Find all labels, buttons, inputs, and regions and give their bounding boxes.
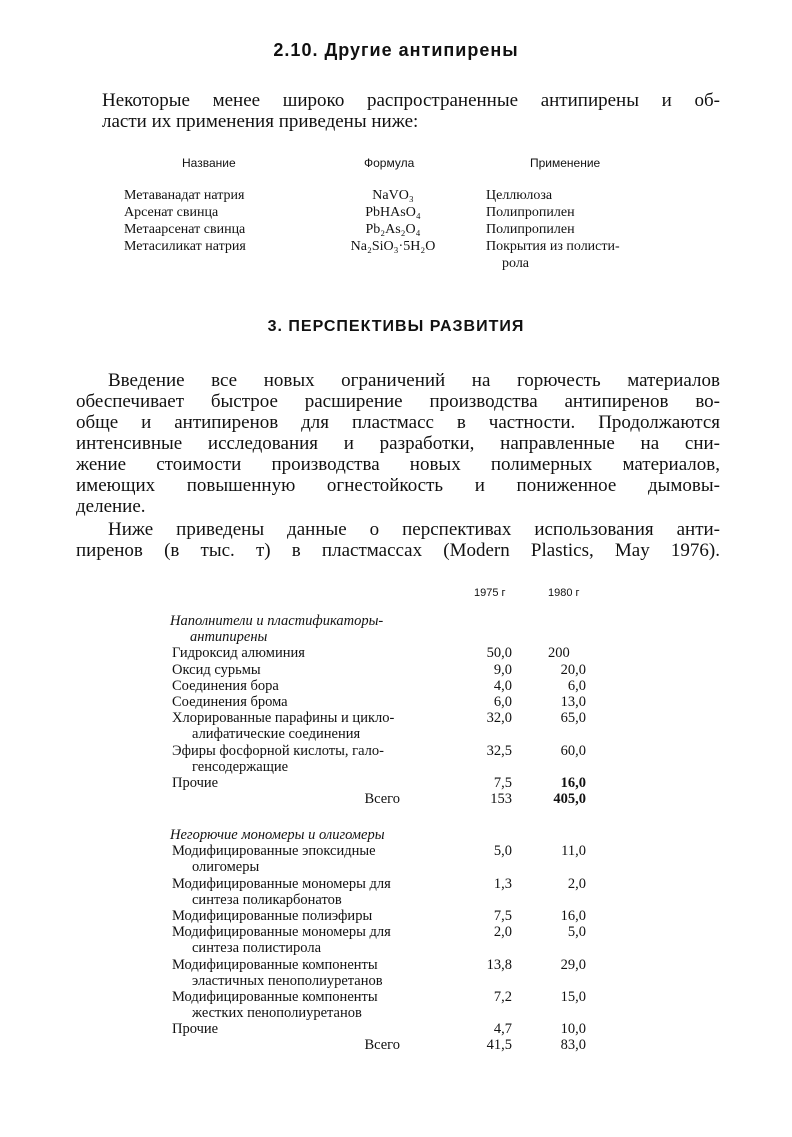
row-name: Оксид сурьмы (172, 661, 261, 678)
paragraph-line: интенсивные исследования и разработки, направленные на сни- (76, 433, 720, 454)
value-1980: 13,0 (560, 693, 586, 710)
row-name: Модифицированные полиэфиры (172, 907, 373, 924)
value-1980: 5,0 (567, 924, 586, 941)
group-monomers (170, 827, 600, 1054)
value-1980: 65,0 (560, 710, 586, 727)
value-1980: 11,0 (561, 843, 586, 860)
section-title-3: 3. ПЕРСПЕКТИВЫ РАЗВИТИЯ (267, 318, 525, 335)
table-row (118, 238, 678, 255)
value-1975: 2,0 (493, 924, 512, 941)
value-1975: 50,0 (486, 645, 512, 662)
table-row (170, 908, 600, 924)
header-name: Название (182, 156, 236, 170)
value-1980: 2,0 (567, 875, 586, 892)
total-row (170, 791, 600, 807)
cell-formula: Na₂SiO₃·5H₂O (350, 239, 436, 254)
row-name-continuation: алифатические соединения (192, 726, 361, 743)
table-row (170, 775, 600, 791)
value-1975: 5,0 (493, 843, 512, 860)
value-1980: 15,0 (560, 988, 586, 1005)
header-formula: Формула (364, 156, 415, 170)
value-1975: 1,3 (493, 875, 512, 892)
paragraph-line: Ниже приведены данные о перспективах использования анти- (108, 519, 720, 540)
value-1980: 20,0 (560, 661, 586, 678)
paragraph-line: обще и антипиренов для пластмасс в частности. Продолжаются (76, 412, 720, 433)
cell-formula: NaVO₃ (372, 188, 414, 203)
row-name: Модифицированные эпоксидные (172, 843, 376, 860)
row-name-continuation: эластичных пенополиуретанов (192, 972, 383, 989)
table-row (118, 187, 678, 204)
value-1975: 7,5 (493, 907, 512, 924)
total-1975: 153 (490, 791, 512, 808)
body-paragraph-2 (76, 519, 720, 561)
value-1980: 10,0 (560, 1021, 586, 1038)
row-name-continuation: жестких пенополиуретанов (192, 1005, 362, 1022)
total-1980: 405,0 (553, 791, 586, 808)
cell-use: Целлюлоза (486, 188, 553, 203)
value-1975: 7,5 (493, 774, 512, 791)
cell-use: Полипропилен (486, 205, 575, 220)
total-1980: 83,0 (560, 1037, 586, 1054)
table-row (170, 924, 600, 940)
cell-use-continuation: рола (502, 256, 530, 271)
group-title: Наполнители и пластификаторы- (170, 613, 384, 629)
table-row (170, 710, 600, 726)
cell-formula: Pb₂As₂O₄ (365, 222, 421, 237)
total-row (170, 1037, 600, 1053)
table-row (118, 204, 678, 221)
table-row-continuation (170, 726, 600, 742)
cell-name: Арсенат свинца (124, 205, 219, 220)
value-1975: 32,5 (486, 742, 512, 759)
paragraph-line: имеющих повышенную огнестойкость и пониженное дымовы- (76, 475, 720, 496)
table-row-continuation (170, 892, 600, 908)
table-row (170, 843, 600, 859)
paragraph-line: обеспечивает быстрое расширение производства антипиренов во- (76, 391, 720, 412)
table-row-continuation (170, 859, 600, 875)
value-1980: 16,0 (560, 907, 586, 924)
row-name: Хлорированные парафины и цикло- (172, 710, 395, 727)
table-row (170, 645, 600, 661)
section-title-2-10: 2.10. Другие антипирены (273, 40, 519, 60)
row-name: Соединения бора (172, 677, 279, 694)
table-row (170, 678, 600, 694)
value-1975: 32,0 (486, 710, 512, 727)
row-name-continuation: синтеза поликарбонатов (192, 891, 342, 908)
row-name: Модифицированные мономеры для (172, 924, 391, 941)
value-1975: 4,0 (493, 677, 512, 694)
table-row (170, 1021, 600, 1037)
row-name: Модифицированные мономеры для (172, 875, 391, 892)
table-row (118, 221, 678, 238)
header-year-1980: 1980 г (548, 587, 580, 599)
value-1980: 29,0 (560, 956, 586, 973)
group-title: Негорючие мономеры и олигомеры (170, 827, 385, 843)
intro-paragraph (102, 90, 720, 132)
row-name: Прочие (172, 1021, 219, 1038)
table-row (170, 876, 600, 892)
total-label: Всего (364, 791, 400, 808)
row-name: Соединения брома (172, 693, 288, 710)
cell-name: Метасиликат натрия (124, 239, 246, 254)
paragraph-line: жение стоимости производства новых полимерных материалов, (76, 454, 720, 475)
cell-name: Метаарсенат свинца (124, 222, 246, 237)
value-1980: 16,0 (560, 774, 586, 791)
header-year-1975: 1975 г (474, 587, 506, 599)
group-title-continuation: антипирены (190, 629, 268, 646)
table-row (170, 694, 600, 710)
table-row-continuation (170, 1005, 600, 1021)
paragraph-line: деление. (76, 496, 146, 517)
table-row-continuation (170, 759, 600, 775)
cell-use: Полипропилен (486, 222, 575, 237)
value-1975: 6,0 (493, 693, 512, 710)
row-name: Прочие (172, 774, 219, 791)
value-1975: 9,0 (493, 661, 512, 678)
value-1975: 4,7 (493, 1021, 512, 1038)
total-1975: 41,5 (486, 1037, 512, 1054)
table-row (170, 662, 600, 678)
table-row-continuation (170, 973, 600, 989)
row-name: Гидроксид алюминия (172, 645, 305, 662)
value-1975: 7,2 (493, 988, 512, 1005)
value-1975: 13,8 (486, 956, 512, 973)
value-1980: 200 (548, 645, 570, 662)
group-fillers (170, 613, 600, 807)
row-name: Эфиры фосфорной кислоты, гало- (172, 742, 384, 759)
value-1980: 6,0 (567, 677, 586, 694)
cell-use: Покрытия из полисти- (486, 239, 620, 254)
total-label: Всего (364, 1037, 400, 1054)
cell-name: Метаванадат натрия (124, 188, 245, 203)
header-use: Применение (530, 156, 601, 170)
cell-formula: PbHAsO₄ (365, 205, 421, 220)
table-row-continuation (170, 940, 600, 956)
intro-line: Некоторые менее широко распространенные антипирены и об- (102, 90, 720, 111)
value-1980: 60,0 (560, 742, 586, 759)
row-name: Модифицированные компоненты (172, 988, 378, 1005)
body-paragraph-1 (76, 370, 720, 517)
table-row-continuation (118, 255, 678, 272)
table-row (170, 957, 600, 973)
table-row (170, 743, 600, 759)
paragraph-line: Введение все новых ограничений на горючесть материалов (108, 370, 720, 391)
paragraph-line: пиренов (в тыс. т) в пластмассах (Modern Plastics, May 1976). (76, 540, 720, 561)
row-name: Модифицированные компоненты (172, 956, 378, 973)
row-name-continuation: олигомеры (192, 859, 260, 876)
row-name-continuation: генсодержащие (192, 758, 289, 775)
table-row (170, 989, 600, 1005)
row-name-continuation: синтеза полистирола (192, 940, 322, 957)
intro-line: ласти их применения приведены ниже: (102, 111, 419, 132)
